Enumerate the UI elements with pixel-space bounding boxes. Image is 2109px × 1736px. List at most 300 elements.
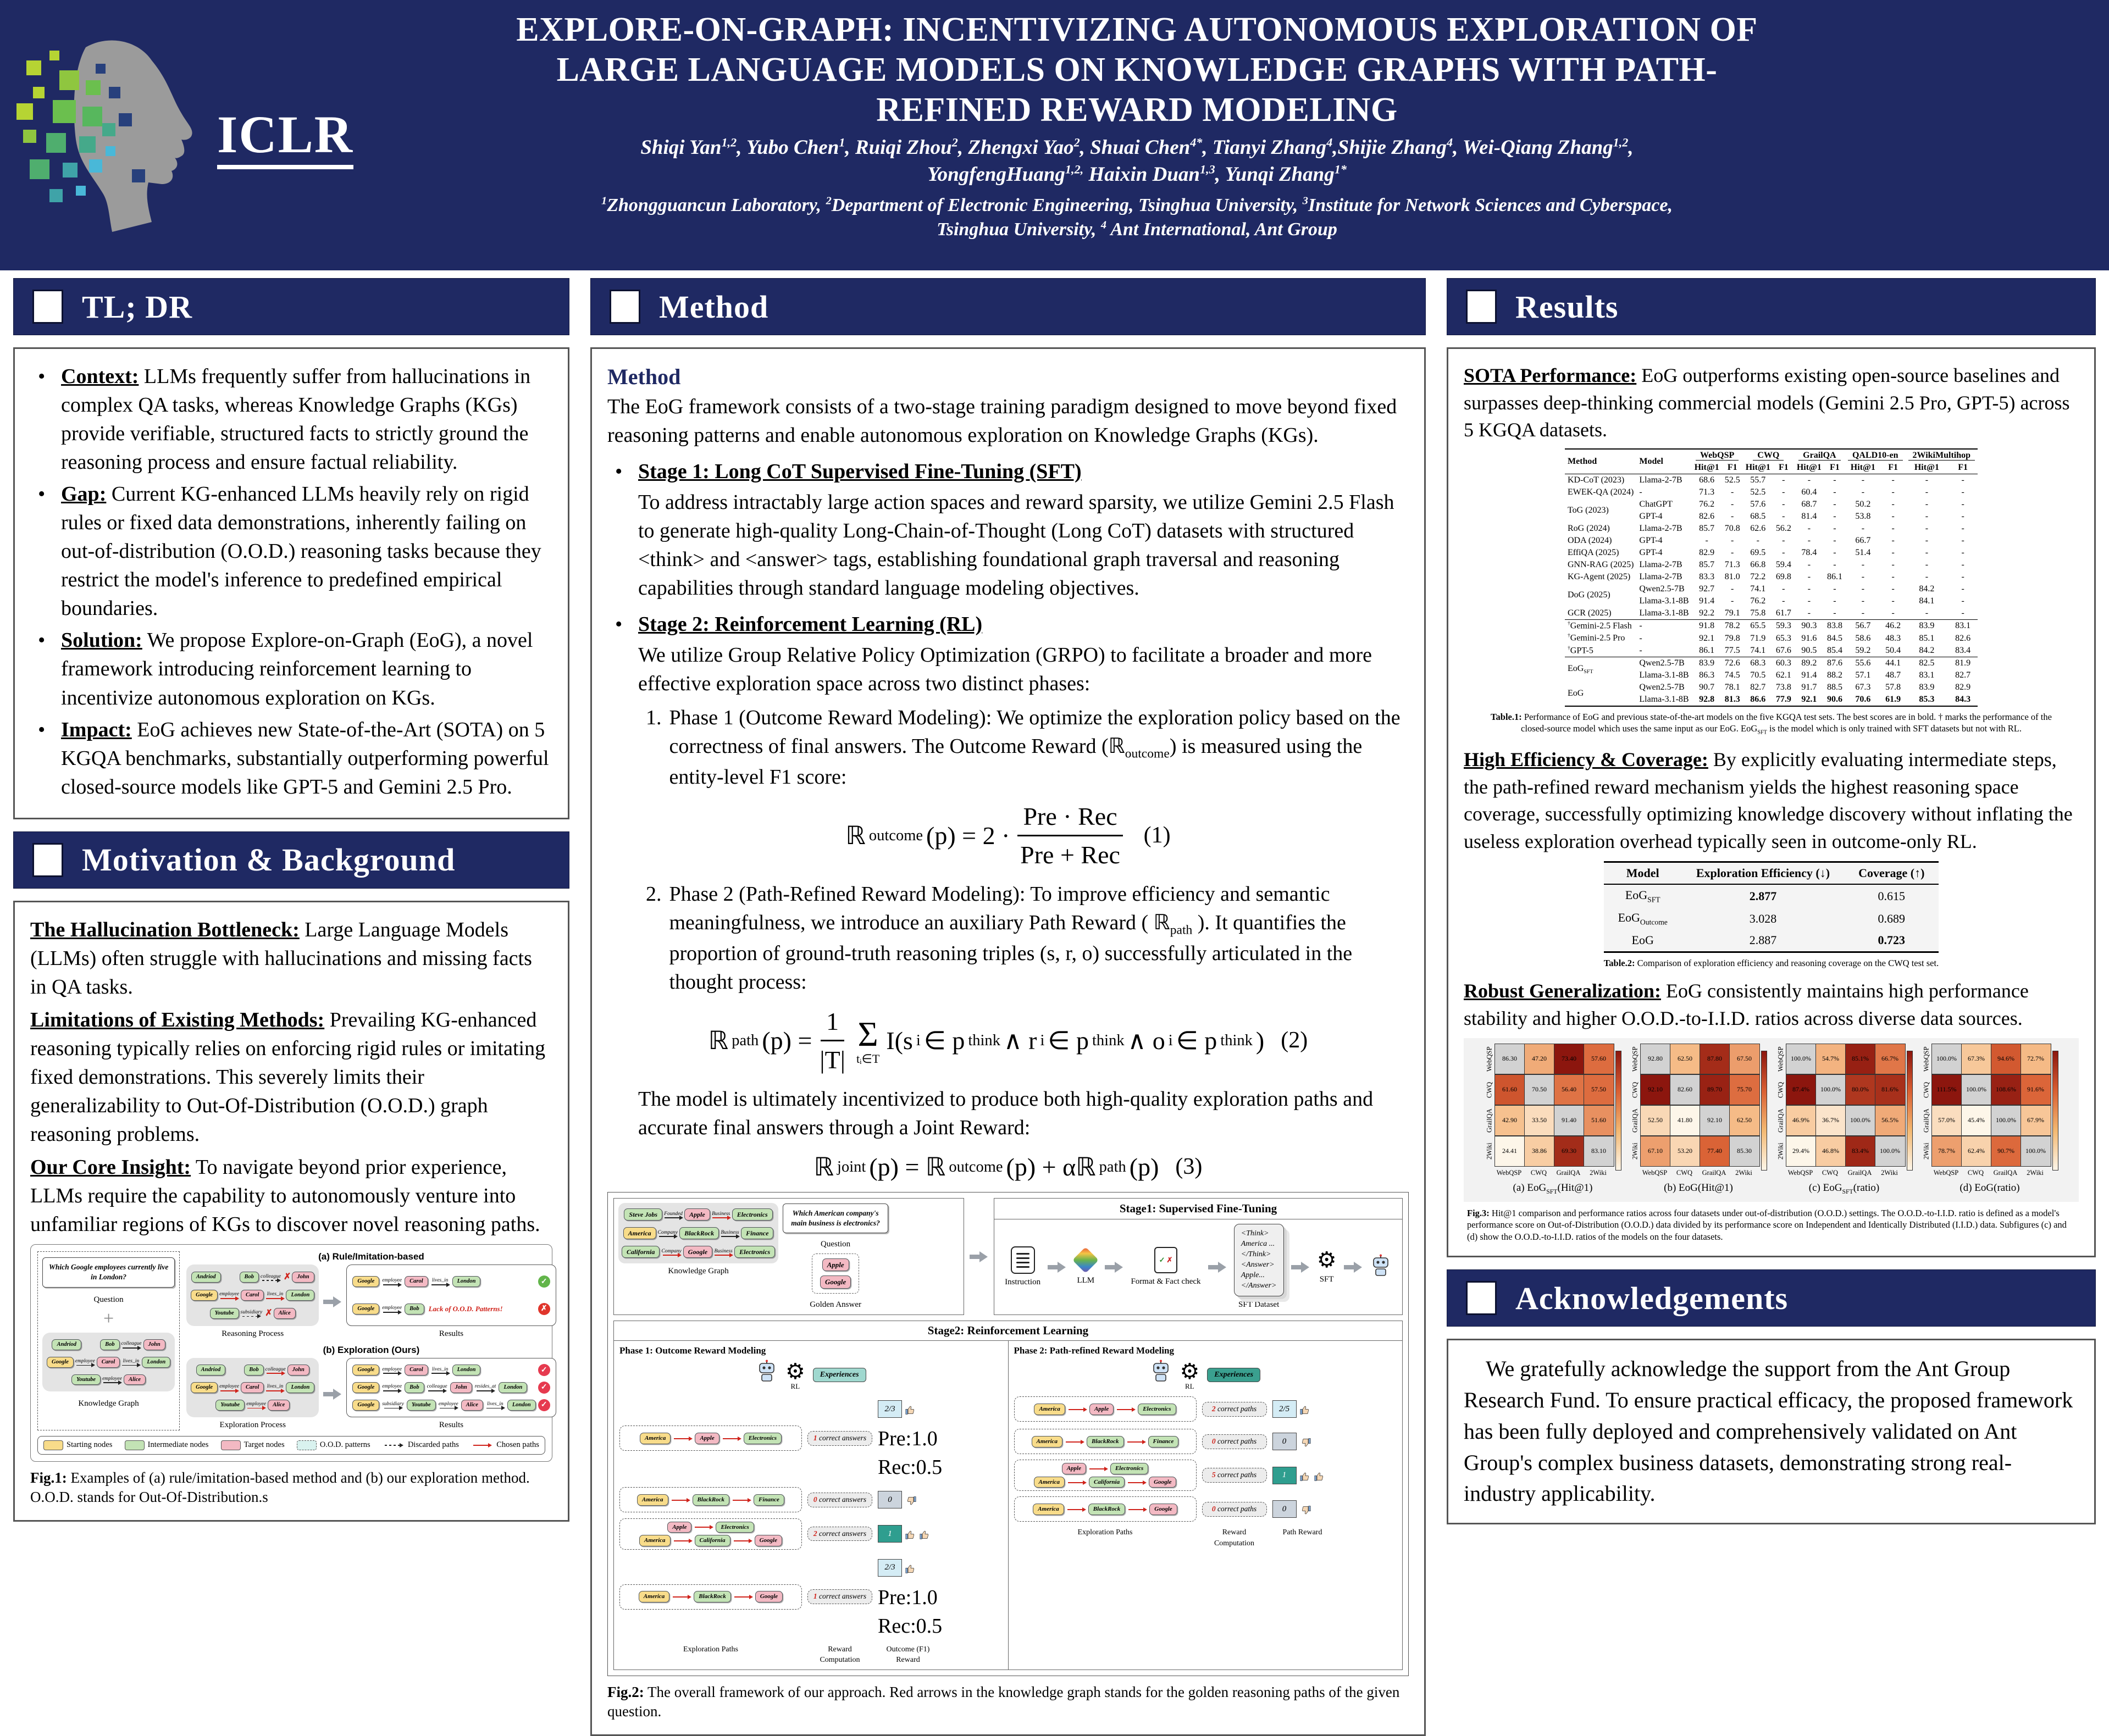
value-cell: 85.3 — [1919, 695, 1935, 704]
b: 0 — [813, 1495, 817, 1504]
node-pill: London — [499, 1382, 527, 1393]
result-path-row — [352, 1303, 550, 1315]
lb: Business — [714, 1248, 733, 1254]
ack-section-header — [1447, 1269, 2096, 1327]
pre-rec-note: Pre:1.0 Rec:0.5 — [878, 1585, 943, 1638]
node-pill: Carol — [241, 1290, 264, 1301]
reward-computation: 1 correct answers — [807, 1431, 872, 1446]
heatmap-cell: 57.50 — [1584, 1074, 1614, 1105]
fig1-results-b-label: Results — [439, 1420, 464, 1429]
span: (p) = — [762, 1027, 812, 1055]
value-cell: - — [1891, 500, 1895, 509]
heatmap-row-label: GrailQA — [1922, 1108, 1930, 1133]
fig1-caption-label: Fig.1: — [30, 1469, 67, 1486]
section-bullet-square — [1466, 1281, 1497, 1315]
model-cell: - — [1639, 487, 1642, 497]
right-column — [1447, 278, 2096, 1524]
value-cell: - — [1782, 548, 1785, 558]
value-cell: 46.2 — [1885, 621, 1901, 631]
node-pill: John — [143, 1339, 165, 1350]
model-cell: Llama-3.1-8B — [1636, 607, 1691, 620]
value-cell: 91.6 — [1801, 633, 1817, 643]
node-pill: BlackRock — [1088, 1504, 1126, 1515]
table-row — [1565, 535, 1978, 547]
circle — [1382, 1261, 1385, 1263]
graph-row — [210, 1307, 296, 1319]
legend-item — [471, 1440, 539, 1451]
heatmap-cell: 66.7% — [1875, 1044, 1906, 1074]
authors-line-1: Shiqi Yan$^{1,2}$, Yubo Chen$^1$, Ruiqi Zhou$^2$, Zhengxi Yao$^2$, Shuai Chen$^{4*}$, Tianyi Zhang$^4$,Shijie Zhang$^4$, Wei-Qiang Zhang$^{1,2}$, — [640, 136, 1634, 159]
value-cell: 91.4 — [1801, 670, 1817, 680]
ln — [384, 1408, 402, 1409]
span: I(s — [886, 1027, 913, 1055]
heatmap-cell: 38.86 — [1524, 1136, 1555, 1167]
heatmap-cell: 92.80 — [1640, 1044, 1671, 1074]
heatmap-cell: 87.4% — [1786, 1074, 1817, 1105]
flow-item — [1131, 1247, 1200, 1288]
value-cell: 52.5 — [1750, 487, 1766, 497]
ln — [266, 1390, 284, 1391]
model-cell: Qwen2.5-7B — [1639, 584, 1685, 594]
value-cell: - — [1925, 572, 1929, 582]
value-cell: 57.8 — [1885, 683, 1901, 692]
value-cell: - — [1782, 475, 1785, 485]
sft-gear-icon: ⚙ — [1316, 1247, 1337, 1273]
value-cell: - — [1891, 512, 1895, 522]
affiliations — [231, 193, 2043, 242]
fig2-golden-answer — [812, 1254, 859, 1294]
ln — [262, 1280, 280, 1281]
node-pill: Google — [1149, 1504, 1177, 1515]
dataset-line: <Think> — [1241, 1229, 1269, 1238]
fraction — [820, 1004, 845, 1077]
reward-value: 0 — [1272, 1500, 1297, 1518]
heatmap-cell: 57.60 — [1584, 1044, 1614, 1074]
ln — [659, 1236, 677, 1237]
node-pill: America — [623, 1227, 656, 1239]
paragraph: • Gap: Current KG-enhanced LLMs heavily rely on rigid rules or fixed data demonstrations, inherently failing on out-of-distribution (O.O.D.) reasoning tasks because they restrict the model's inference to predefined empirical boundaries. — [30, 480, 552, 623]
robot-icon — [1370, 1254, 1392, 1281]
graph-row — [47, 1357, 170, 1368]
fig1-question-box: Which Google employees currently live in London? — [42, 1257, 175, 1287]
thumb-up-icon — [905, 1563, 916, 1574]
value-cell: 83.1 — [1919, 670, 1935, 680]
relation-arrow — [658, 1230, 678, 1237]
value-cell: - — [1833, 596, 1836, 606]
rect — [102, 123, 115, 136]
heatmap-row-label: GrailQA — [1776, 1108, 1784, 1133]
value-cell: 90.3 — [1801, 621, 1817, 631]
method-cell: DoG (2025) — [1567, 590, 1610, 600]
gear: ⚙ — [1180, 1358, 1200, 1384]
heatmap-cell: 94.6% — [1991, 1044, 2022, 1074]
value-cell: - — [1782, 512, 1785, 522]
legend-chip — [297, 1440, 317, 1450]
phase-row — [1014, 1427, 1397, 1456]
reward-computation: 5 correct paths — [1202, 1468, 1267, 1483]
heatmap-cell: 56.5% — [1875, 1105, 1906, 1136]
value-cell: - — [1906, 607, 1949, 620]
phase-row — [619, 1395, 1003, 1482]
flow-item — [1073, 1248, 1098, 1286]
node-pill: Google — [352, 1276, 379, 1287]
equation-2 — [607, 1004, 1409, 1077]
phase-row — [619, 1485, 1003, 1514]
phase-panel — [1008, 1341, 1403, 1670]
reward-badge — [878, 1519, 938, 1548]
rect — [46, 133, 66, 153]
fig1grid — [37, 1251, 545, 1430]
flow-label: LLM — [1077, 1276, 1095, 1285]
span — [905, 1554, 916, 1582]
exploration-path — [619, 1584, 802, 1610]
right-arrow-icon — [1291, 1262, 1310, 1273]
col-group — [1794, 449, 1845, 462]
relation-arrow — [673, 1438, 692, 1439]
span — [1300, 1495, 1311, 1523]
paragraph-label: Our Core Insight: — [30, 1156, 191, 1179]
ln — [486, 1408, 504, 1409]
heatmap-cell: 54.7% — [1815, 1044, 1846, 1074]
motivation-list — [30, 916, 552, 1239]
sup: 2 — [951, 136, 958, 150]
heatmap-col-label: 2Wiki — [2027, 1168, 2044, 1177]
span: ∈ p — [1176, 1027, 1217, 1055]
node-pill: Electronics — [716, 1522, 754, 1533]
heatmap-cell: 87.80 — [1700, 1044, 1730, 1074]
value-cell: 92.2 — [1692, 607, 1722, 620]
b: 2 — [813, 1529, 817, 1538]
span — [1300, 1395, 1311, 1423]
fig1-caption — [30, 1468, 552, 1507]
value-cell: 86.1 — [1692, 645, 1722, 657]
value-cell: 90.6 — [1826, 695, 1842, 704]
result-path-row — [352, 1364, 550, 1376]
value-cell: 72.6 — [1724, 658, 1740, 668]
middle-column — [590, 278, 1426, 1736]
t2wrap — [1464, 861, 2079, 953]
reward-value: 0 — [1272, 1433, 1297, 1450]
method-box — [590, 347, 1426, 1736]
node-pill: Youtube — [215, 1400, 245, 1411]
path — [907, 1497, 914, 1505]
plus-icon: + — [103, 1308, 114, 1329]
node-pill: Google — [352, 1365, 379, 1376]
method-cell: EWEK-QA (2024) — [1567, 487, 1634, 497]
value-cell: - — [1891, 548, 1895, 558]
value-cell: - — [1756, 536, 1759, 546]
value-cell: - — [1782, 500, 1785, 509]
sft-dataset-icon — [1234, 1224, 1284, 1296]
rect — [76, 186, 86, 196]
table1-caption — [1480, 711, 2062, 736]
heatmap — [1922, 1044, 2058, 1196]
value-cell: 56.7 — [1855, 621, 1871, 631]
value-cell: - — [1861, 584, 1865, 594]
value-cell: 50.4 — [1881, 645, 1906, 657]
value-cell: 72.2 — [1750, 572, 1766, 582]
title-line-2: LARGE LANGUAGE MODELS ON KNOWLEDGE GRAPHS WITH PATH- — [556, 51, 1718, 89]
phase-top-flow — [1014, 1360, 1397, 1390]
equation-2-tag: (2) — [1281, 1028, 1308, 1053]
lb: employee — [246, 1401, 267, 1407]
right-arrow-icon — [1208, 1262, 1227, 1273]
heatmap-col-label: CWQ — [1530, 1168, 1547, 1177]
coverage-cell: 0.689 — [1878, 911, 1905, 925]
stage1-text: To address intractably large action spaces and reward sparsity, we utilize Gemini 2.5 Flash to generate high-quality Long-Chain-of-Thought (Long CoT) datasets with structured <think> and <answer> tags, establishing foundational graph traversal and reasoning capabilities through standard language modeling objectives. — [638, 490, 1394, 600]
value-cell: 52.5 — [1724, 475, 1740, 485]
column-label: Path Reward — [1282, 1528, 1322, 1537]
result-path-row — [352, 1399, 550, 1411]
item2-number: 2. — [646, 883, 662, 906]
heatmap-col-label: WebQSP — [1787, 1168, 1813, 1177]
equation-3 — [607, 1150, 1409, 1184]
rl-gear — [785, 1358, 805, 1390]
b: 0 — [1211, 1437, 1216, 1445]
span: ℝ — [845, 822, 866, 850]
ack-title: Acknowledgements — [1515, 1280, 1789, 1316]
relation-arrow — [431, 1278, 450, 1285]
rect — [30, 159, 49, 179]
phase-row — [1014, 1395, 1397, 1423]
value-cell: - — [1782, 536, 1785, 546]
lb: employee — [382, 1278, 402, 1284]
value-cell: - — [1861, 524, 1865, 534]
value-cell: - — [1925, 536, 1929, 546]
div — [1630, 1044, 1767, 1178]
reward-computation: 1 correct answers — [807, 1589, 872, 1604]
value-cell: - — [1961, 536, 1964, 546]
node-pill: Bob — [100, 1339, 120, 1350]
path — [1303, 1473, 1309, 1480]
relation-arrow — [265, 1291, 284, 1299]
relation-arrow — [1127, 1441, 1145, 1443]
heatmap-row-label: 2Wiki — [1776, 1142, 1784, 1160]
method-closing: The model is ultimately incentivized to produce both high-quality exploration paths and accurate final answers through a Joint Reward: — [638, 1088, 1374, 1140]
heatmap-title: (c) EoG$_{SFT}$(ratio) — [1808, 1182, 1880, 1195]
item1-text: Phase 1 (Outcome Reward Modeling): We optimize the exploration policy based on the correctness of final answers. The Outcome Reward (ℝ$_{outcome}$) is measured using the entity-level F1 score: — [669, 706, 1401, 789]
ln — [665, 1217, 682, 1218]
graph-row — [191, 1382, 314, 1393]
value-cell: 70.5 — [1750, 670, 1766, 680]
relation-arrow — [733, 1540, 752, 1541]
heatmap-cell: 100.0% — [1815, 1074, 1846, 1105]
results-box — [1447, 347, 2096, 1257]
heatmap-col-label: CWQ — [1822, 1168, 1839, 1177]
f2top — [613, 1198, 1403, 1315]
sota-text: EoG outperforms existing open-source baselines and surpasses deep-thinking commercial models (Gemini 2.5 Pro, GPT-5) across 5 KGQA datasets. — [1464, 364, 2070, 441]
title-line-3: REFINED REWARD MODELING — [876, 91, 1398, 129]
node-pill: BlackRock — [694, 1591, 731, 1602]
value-cell: 83.1 — [1955, 621, 1971, 631]
lb: employee — [219, 1384, 239, 1390]
heatmap-cell: 69.30 — [1554, 1136, 1585, 1167]
path — [1317, 1473, 1323, 1480]
value-cell: 66.8 — [1750, 560, 1766, 570]
exploration-path — [1014, 1496, 1197, 1522]
node-pill: Google — [755, 1535, 782, 1546]
node-pill: Finance — [1148, 1436, 1179, 1447]
sup: 1,3 — [1200, 162, 1215, 176]
rect — [1376, 1269, 1386, 1275]
heatmap-col-label: WebQSP — [1933, 1168, 1959, 1177]
model-cell: - — [1639, 621, 1642, 631]
value-cell: 76.2 — [1750, 596, 1766, 606]
value-cell: - — [1833, 524, 1836, 534]
heatmap-cell: 67.9% — [2021, 1105, 2051, 1136]
generalization-label: Robust Generalization: — [1464, 980, 1661, 1002]
path-row — [1034, 1477, 1177, 1488]
sub: SFT — [1842, 1188, 1853, 1195]
div — [1485, 1044, 1621, 1178]
reward-computation: 0 correct paths — [1202, 1502, 1267, 1517]
relation-arrow — [382, 1305, 402, 1312]
heatmap-cell: 80.0% — [1845, 1074, 1876, 1105]
span: (p) — [1129, 1153, 1159, 1182]
value-cell: 68.7 — [1801, 500, 1817, 509]
relation-arrow — [75, 1358, 95, 1366]
node-pill: Apple — [1089, 1404, 1114, 1415]
col-subheader: Hit@1 — [1745, 463, 1770, 473]
value-cell: 68.3 — [1750, 658, 1766, 668]
table-row — [1565, 559, 1978, 571]
value-cell: 79.1 — [1722, 607, 1743, 620]
lb: employee — [382, 1305, 402, 1311]
value-cell: 70.8 — [1724, 524, 1740, 534]
method-cell: ODA (2024) — [1567, 536, 1612, 546]
phase-row — [619, 1518, 1003, 1550]
reward-value: 2/3 — [878, 1400, 902, 1418]
f1row — [186, 1358, 556, 1430]
value-cell: 57.1 — [1855, 670, 1871, 680]
span — [905, 1519, 916, 1548]
robot-icon — [756, 1360, 778, 1383]
cross-icon: ✗ — [538, 1303, 550, 1315]
value-cell: - — [1961, 500, 1964, 509]
sub: Outcome — [1640, 918, 1668, 927]
span — [1300, 1461, 1311, 1490]
equation-3-tag: (3) — [1175, 1154, 1203, 1180]
value-cell: 55.7 — [1750, 475, 1766, 485]
coverage-cell: 0.723 — [1878, 933, 1905, 947]
relation-arrow — [734, 1596, 752, 1598]
relation-arrow — [671, 1499, 690, 1501]
node-pill: America — [1032, 1436, 1063, 1447]
table-row — [1604, 930, 1939, 952]
i — [1016, 1262, 1029, 1263]
heatmap-grid — [1776, 1044, 1905, 1178]
table1-caption-label: Table.1: — [1491, 712, 1522, 722]
sub: SFT — [1647, 895, 1660, 904]
grp: QALD10-en — [1848, 451, 1903, 461]
node-pill: California — [695, 1535, 730, 1546]
heatmap-cell: 83.4% — [1845, 1136, 1876, 1167]
relation-arrow — [714, 1249, 733, 1256]
reward-badge — [878, 1554, 916, 1582]
heatmap-col-label: GrailQA — [1847, 1168, 1872, 1177]
table-2 — [1604, 861, 1939, 953]
sup: 2 — [1073, 136, 1080, 150]
circle — [1160, 1360, 1162, 1362]
heatmap-cell: 45.4% — [1961, 1105, 1992, 1136]
value-cell: 66.7 — [1855, 536, 1871, 546]
flow-item — [1234, 1224, 1284, 1310]
ln — [247, 1408, 265, 1409]
col-header-model: Model — [1639, 457, 1663, 467]
fig1-results-b — [346, 1358, 556, 1417]
value-cell: 51.4 — [1855, 548, 1871, 558]
col-subheader: F1 — [1958, 463, 1968, 473]
i — [1016, 1257, 1029, 1259]
node-pill: Google — [820, 1275, 851, 1289]
value-cell: 82.6 — [1699, 512, 1715, 522]
fig2-phases — [614, 1341, 1402, 1670]
phase-title: Phase 1: Outcome Reward Modeling — [619, 1345, 766, 1356]
sota-paragraph — [1464, 362, 2079, 444]
method-cell: KG-Agent (2025) — [1567, 572, 1631, 582]
fig1-results-a-label: Results — [439, 1329, 464, 1338]
b: 1 — [813, 1592, 817, 1601]
circle — [1380, 1254, 1382, 1256]
rect — [106, 146, 115, 156]
rect — [1308, 1506, 1310, 1511]
rect — [26, 60, 41, 75]
value-cell: - — [1861, 572, 1865, 582]
legend-label: Target nodes — [243, 1440, 285, 1450]
heatmap-title: (a) EoG$_{SFT}$(Hit@1) — [1513, 1182, 1593, 1195]
iclr-logo-icon — [10, 30, 208, 239]
sub: i — [1168, 1032, 1173, 1050]
model-cell: EoG — [1631, 933, 1654, 947]
summation — [856, 1014, 880, 1066]
table1-caption-text: Performance of EoG and previous state-of-the-art models on the five KGQA test sets. The best scores are in bold. † marks the performance of the closed-source model which uses the same input as our EoG. EoG$_{SFT}$ is the model which is only trained with SFT datasets but not with RL. — [1521, 712, 2052, 736]
value-cell: - — [1891, 560, 1895, 570]
discarded-arrow — [261, 1274, 281, 1281]
rect — [79, 136, 96, 153]
span — [1314, 1461, 1325, 1490]
heatmap-cell: 53.20 — [1670, 1136, 1701, 1167]
span: (p) + αℝ — [1006, 1153, 1096, 1182]
heatmap-row-label: 2Wiki — [1922, 1142, 1930, 1160]
legend-item — [221, 1440, 285, 1451]
heatmap-colorbar — [1761, 1051, 1767, 1171]
table-row — [1565, 645, 1978, 657]
value-cell: 71.3 — [1724, 560, 1740, 570]
item1-number: 1. — [646, 706, 662, 730]
rect — [920, 1534, 922, 1539]
ln — [1069, 1409, 1086, 1410]
value-cell: 67.6 — [1773, 645, 1794, 657]
value-cell: - — [1782, 584, 1785, 594]
heatmap-cell: 62.50 — [1670, 1044, 1701, 1074]
node-pill: London — [452, 1276, 481, 1287]
path — [1302, 1507, 1308, 1515]
method-cell: ToG (2023) — [1567, 506, 1609, 515]
gear: ⚙ — [785, 1358, 805, 1384]
value-cell: - — [1925, 475, 1929, 485]
robot-icon — [1150, 1360, 1172, 1390]
heatmap-cell: 75.70 — [1729, 1074, 1760, 1105]
reward-computation: 0 correct answers — [807, 1493, 872, 1507]
value-cell: 84.1 — [1919, 596, 1935, 606]
value-cell: 83.8 — [1826, 621, 1842, 631]
ln — [383, 1390, 401, 1391]
value-cell: 84.3 — [1955, 695, 1971, 704]
rect — [33, 87, 45, 98]
fig2-caption-label: Fig.2: — [607, 1684, 644, 1700]
thumb-up-icon — [905, 1405, 916, 1416]
node-pill: Google — [191, 1290, 218, 1301]
